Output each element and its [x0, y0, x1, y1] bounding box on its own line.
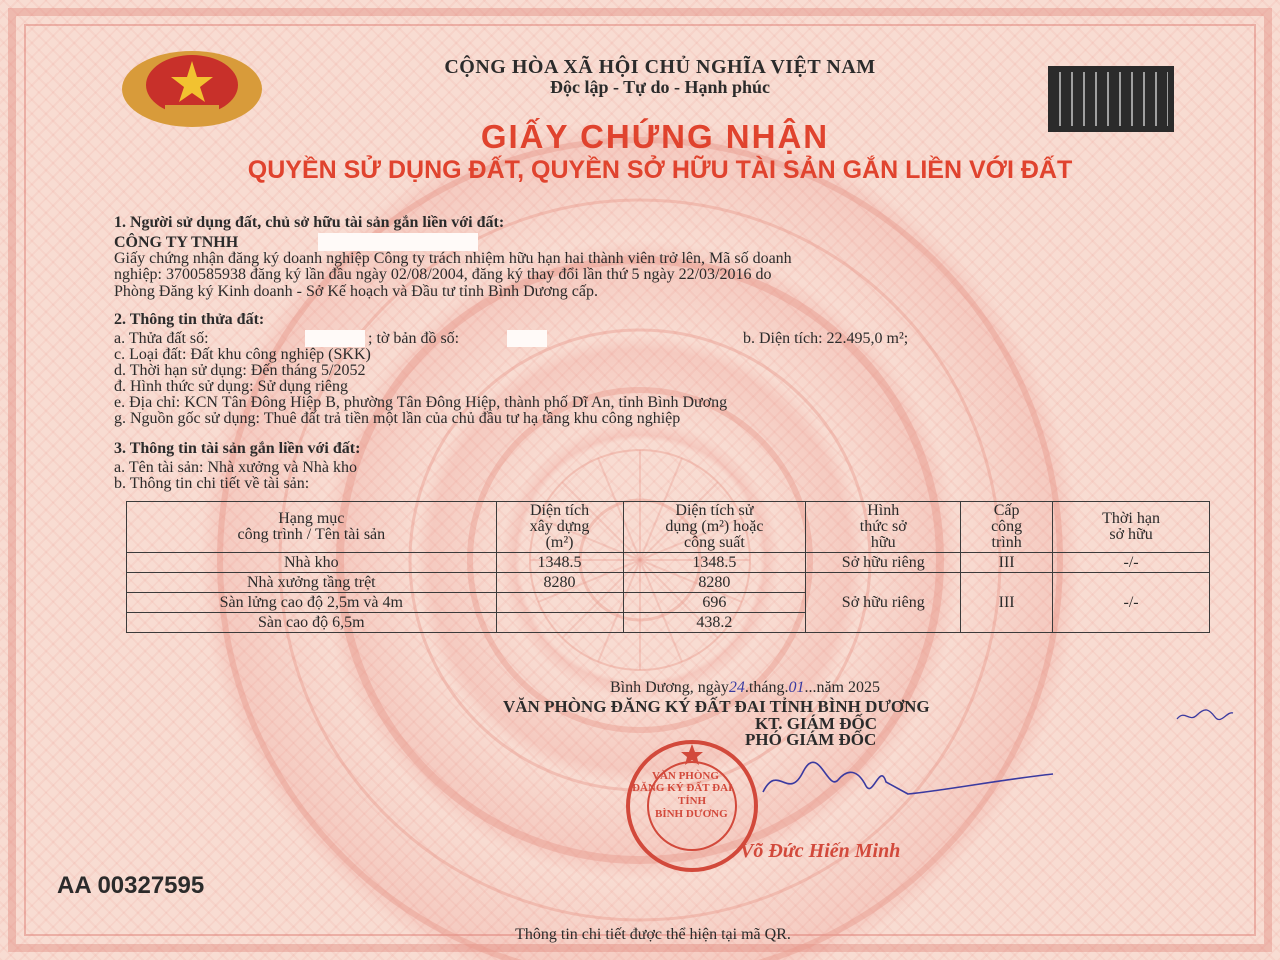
initial-mark	[1175, 705, 1235, 725]
nation-name: CỘNG HÒA XÃ HỘI CHỦ NGHĨA VIỆT NAM	[444, 56, 876, 78]
built-area	[496, 593, 623, 613]
usage-area: 1348.5	[623, 553, 806, 573]
owner-detail-line1: Giấy chứng nhận đăng ký doanh nghiệp Công ty trách nhiệm hữu hạn hai thành viên trở lên, Mã số doanh	[114, 250, 792, 267]
asset-item-name: Nhà xưởng tầng trệt	[127, 573, 497, 593]
qr-note: Thông tin chi tiết được thể hiện tại mã QR.	[515, 926, 791, 943]
asset-item-name: Sàn lửng cao độ 2,5m và 4m	[127, 593, 497, 613]
asset-item-name: Nhà kho	[127, 553, 497, 573]
parcel-number-label: a. Thửa đất số:	[114, 330, 209, 347]
land-type: c. Loại đất: Đất khu công nghiệp (SKK)	[114, 346, 371, 363]
signatory-title: PHÓ GIÁM ĐỐC	[745, 730, 877, 749]
map-sheet-label: ; tờ bản đồ số:	[368, 330, 460, 347]
asset-table	[126, 501, 1210, 633]
column-header: Thời hạn sở hữu	[1053, 502, 1210, 553]
ownership-form: Sở hữu riêng	[806, 573, 961, 633]
land-area: b. Diện tích: 22.495,0 m²;	[743, 330, 909, 347]
table-row	[127, 573, 1210, 593]
redaction-box	[305, 330, 365, 347]
asset-detail-label: b. Thông tin chi tiết về tài sản:	[114, 475, 310, 492]
usage-area: 8280	[623, 573, 806, 593]
construction-grade: III	[961, 553, 1053, 573]
stamp-line-2: ĐĂNG KÝ ĐẤT ĐAI	[632, 782, 733, 794]
land-usage-form: đ. Hình thức sử dụng: Sử dụng riêng	[114, 378, 349, 395]
section1-heading: 1. Người sử dụng đất, chủ sở hữu tài sản gắn liền với đất:	[114, 214, 505, 231]
serial-number: AA 00327595	[57, 872, 205, 899]
column-header: Cấp công trình	[961, 502, 1053, 553]
handwritten-signature	[758, 752, 1058, 812]
column-header: Hạng mục công trình / Tên tài sản	[127, 502, 497, 553]
asset-item-name: Sàn cao độ 6,5m	[127, 613, 497, 633]
construction-grade: III	[961, 573, 1053, 633]
column-header: Diện tích xây dựng (m²)	[496, 502, 623, 553]
owner-company: CÔNG TY TNHH	[114, 234, 239, 251]
ownership-term: -/-	[1053, 573, 1210, 633]
redaction-box	[507, 330, 547, 347]
built-area: 8280	[496, 573, 623, 593]
land-term: d. Thời hạn sử dụng: Đến tháng 5/2052	[114, 362, 366, 379]
stamp-line-1: VĂN PHÒNG	[652, 770, 719, 782]
table-row	[127, 553, 1210, 573]
usage-area: 696	[623, 593, 806, 613]
land-origin: g. Nguồn gốc sử dụng: Thuê đất trả tiền một lần của chủ đầu tư hạ tầng khu công nghiệp	[114, 410, 681, 427]
signatory-name: Võ Đức Hiến Minh	[740, 840, 901, 862]
built-area: 1348.5	[496, 553, 623, 573]
section3-heading: 3. Thông tin tài sản gắn liền với đất:	[114, 440, 361, 457]
owner-detail-line2: nghiệp: 3700585938 đăng ký lần đầu ngày 02/08/2004, đăng ký thay đổi lần thứ 5 ngày 22/03/2016 do	[114, 266, 772, 283]
section2-heading: 2. Thông tin thửa đất:	[114, 311, 265, 328]
signatory-kt: KT. GIÁM ĐỐC	[755, 714, 877, 733]
stamp-line-4: BÌNH DƯƠNG	[655, 808, 728, 820]
ownership-term: -/-	[1053, 553, 1210, 573]
land-address: e. Địa chỉ: KCN Tân Đông Hiệp B, phường Tân Đông Hiệp, thành phố Dĩ An, tỉnh Bình Dương	[114, 394, 728, 411]
column-header: Hình thức sở hữu	[806, 502, 961, 553]
table-header-row	[127, 502, 1210, 553]
built-area	[496, 613, 623, 633]
asset-name: a. Tên tài sản: Nhà xưởng và Nhà kho	[114, 459, 357, 476]
column-header: Diện tích sử dụng (m²) hoặc công suất	[623, 502, 806, 553]
owner-detail-line3: Phòng Đăng ký Kinh doanh - Sở Kế hoạch và Đầu tư tỉnh Bình Dương cấp.	[114, 283, 598, 300]
document-subtitle: QUYỀN SỬ DỤNG ĐẤT, QUYỀN SỞ HỮU TÀI SẢN GẮN LIỀN VỚI ĐẤT	[247, 156, 1073, 184]
issuing-office: VĂN PHÒNG ĐĂNG KÝ ĐẤT ĐAI TỈNH BÌNH DƯƠNG	[503, 697, 930, 716]
usage-area: 438.2	[623, 613, 806, 633]
redaction-box	[318, 233, 478, 251]
national-motto: Độc lập - Tự do - Hạnh phúc	[549, 77, 771, 97]
stamp-line-3: TỈNH	[678, 795, 707, 807]
ownership-form: Sở hữu riêng	[806, 553, 961, 573]
document-title: GIẤY CHỨNG NHẬN	[480, 118, 830, 155]
issue-date: Bình Dương, ngày24.tháng.01...năm 2025	[610, 679, 880, 696]
